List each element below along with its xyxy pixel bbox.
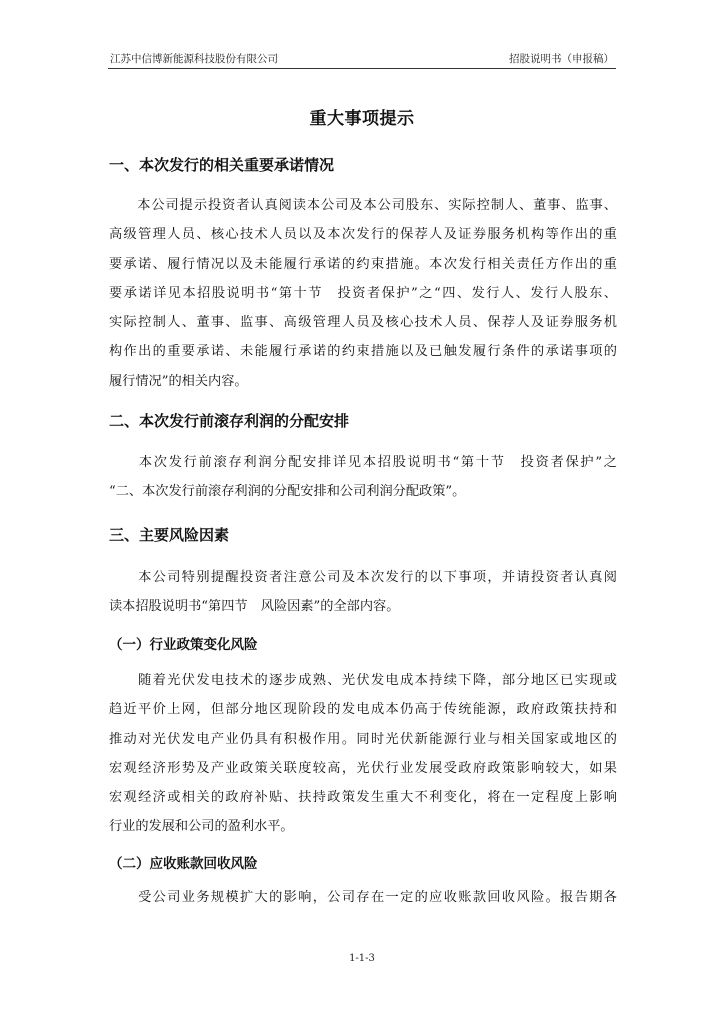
subsection-paragraph-policy-risk (109, 666, 617, 842)
paragraph-line: “二、本次发行前滚存利润的分配安排和公司利润分配政策”。 (109, 484, 466, 500)
subsection-paragraph-receivables-risk (109, 883, 617, 912)
section-paragraph-commitments (109, 191, 617, 396)
paragraph-line: 宏观经济或相关的政府补贴、扶持政策发生重大不利变化，将在一定程度上影响 (109, 790, 617, 806)
page-number: 1-1-3 (349, 953, 375, 964)
section-heading-profit-distribution: 二、本次发行前滚存利润的分配安排 (109, 412, 350, 430)
paragraph-line: 趋近平价上网，但部分地区现阶段的发电成本仍高于传统能源，政府政策扶持和 (109, 702, 617, 718)
paragraph-line: 行业的发展和公司的盈利水平。 (109, 819, 294, 835)
paragraph-line: 实际控制人、董事、监事、高级管理人员及核心技术人员、保荐人及证券服务机 (109, 315, 617, 331)
paragraph-line: 构作出的重要承诺、未能履行承诺的约束措施以及已触发履行条件的承诺事项的 (109, 344, 617, 360)
paragraph-line: 要承诺详见本招股说明书“第十节 投资者保护”之“四、发行人、发行人股东、 (109, 285, 617, 301)
subsection-heading-receivables-risk: （二）应收账款回收风险 (109, 856, 258, 872)
page-header (108, 50, 616, 69)
paragraph-line: 本次发行前滚存利润分配安排详见本招股说明书“第十节 投资者保护”之 (109, 455, 617, 470)
paragraph-line: 受公司业务规模扩大的影响，公司存在一定的应收账款回收风险。报告期各 (109, 890, 617, 905)
section-paragraph-risk-factors (109, 563, 617, 622)
paragraph-line: 随着光伏发电技术的逐步成熟、光伏发电成本持续下降，部分地区已实现或 (109, 673, 617, 688)
paragraph-line: 宏观经济形势及产业政策关联度较高，光伏行业发展受政府政策影响较大，如果 (109, 760, 617, 776)
section-heading-risk-factors: 三、主要风险因素 (109, 526, 230, 544)
header-document-type: 招股说明书（申报稿） (509, 53, 614, 65)
section-paragraph-profit-distribution (109, 448, 617, 507)
paragraph-line: 读本招股说明书“第四节 风险因素”的全部内容。 (109, 599, 400, 615)
section-heading-commitments: 一、本次发行的相关重要承诺情况 (109, 156, 335, 174)
paragraph-line: 本公司特别提醒投资者注意公司及本次发行的以下事项，并请投资者认真阅 (109, 570, 617, 585)
header-company-name: 江苏中信博新能源科技股份有限公司 (110, 53, 278, 65)
paragraph-line: 本公司提示投资者认真阅读本公司及本公司股东、实际控制人、董事、监事、 (109, 198, 617, 213)
paragraph-line: 履行情况”的相关内容。 (109, 373, 248, 389)
paragraph-line: 高级管理人员、核心技术人员以及本次发行的保荐人及证券服务机构等作出的重 (109, 227, 617, 243)
paragraph-line: 要承诺、履行情况以及未能履行承诺的约束措施。本次发行相关责任方作出的重 (109, 256, 617, 272)
page-title: 重大事项提示 (309, 109, 415, 129)
subsection-heading-policy-risk: （一）行业政策变化风险 (109, 637, 258, 653)
paragraph-line: 推动对光伏发电产业仍具有积极作用。同时光伏新能源行业与相关国家或地区的 (109, 731, 617, 747)
